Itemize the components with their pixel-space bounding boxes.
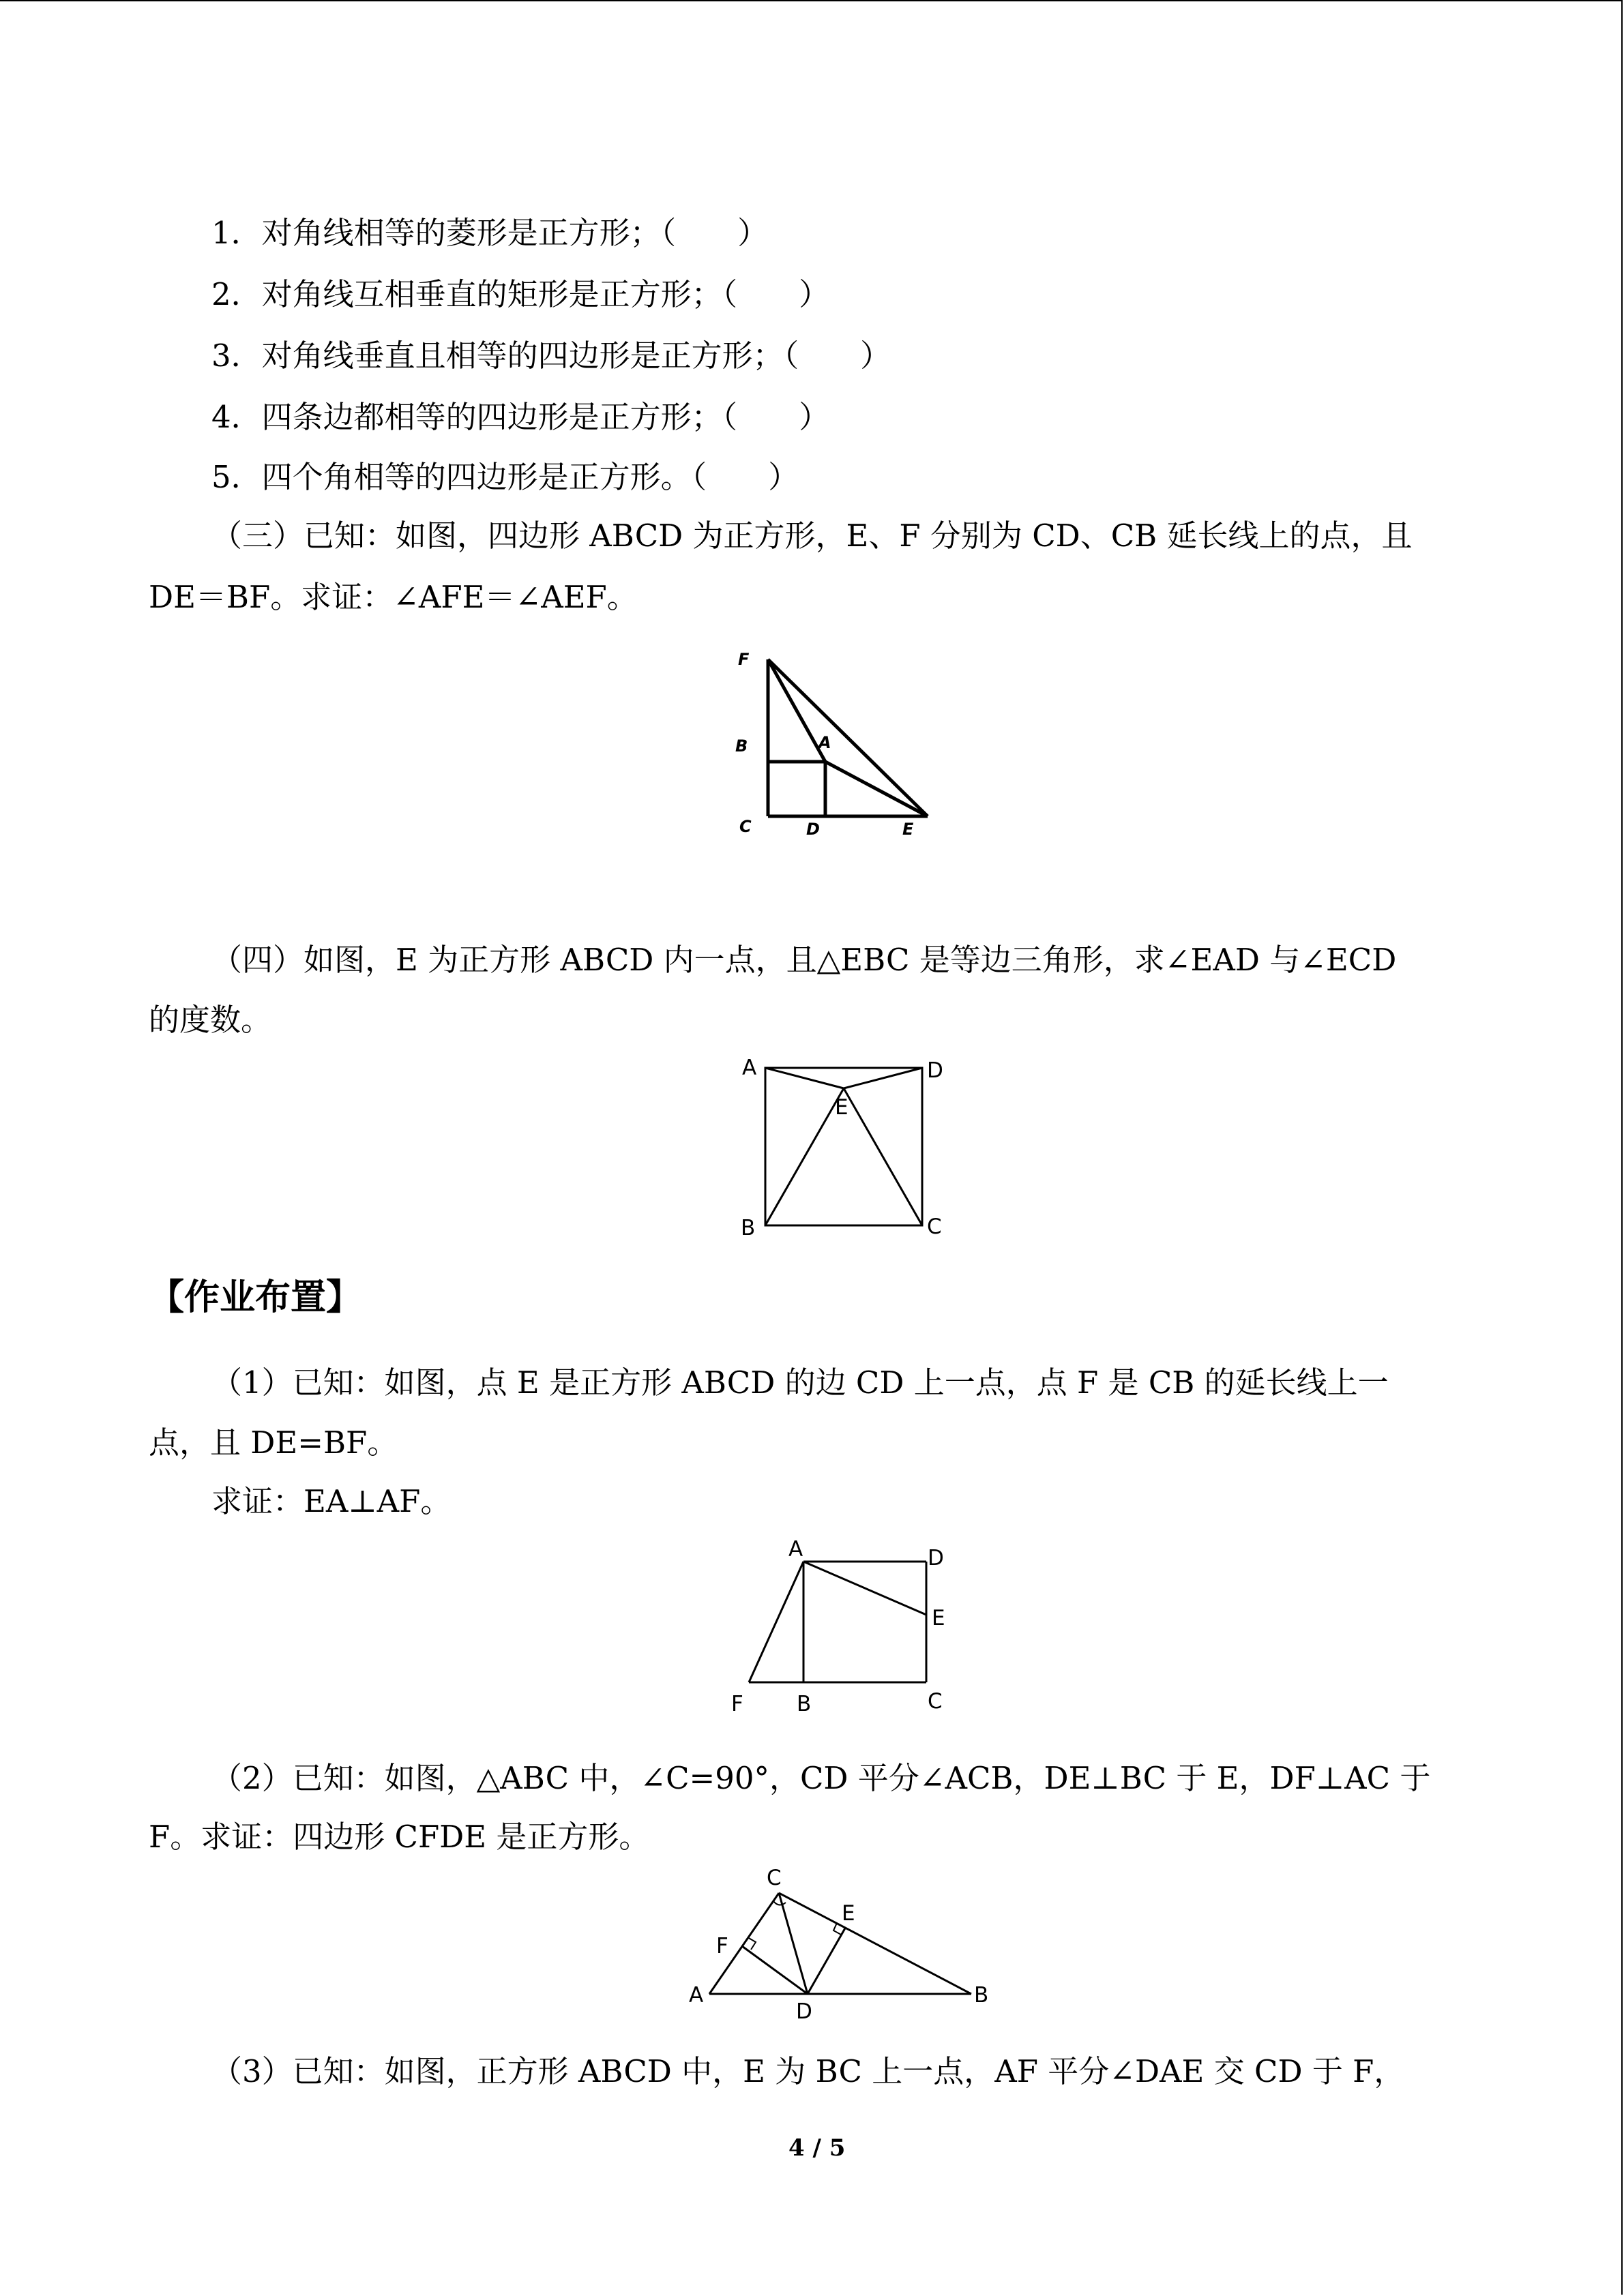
line-af: [749, 1562, 803, 1682]
label-F: F: [716, 1934, 728, 1958]
label-C: C: [927, 1214, 942, 1239]
line-ae: [803, 1562, 926, 1615]
homework-heading: 【作业布置】: [149, 1277, 362, 1318]
problem3-text-line2: DE＝BF。求证：∠AFE＝∠AEF。: [149, 579, 638, 615]
problem4-text-line1: （四）如图，E 为正方形 ABCD 内一点，且△EBC 是等边三角形，求∠EAD 与∠ECD: [211, 942, 1397, 978]
statement-1: 1．对角线相等的菱形是正方形；（ ）: [211, 215, 769, 251]
hw1-text-line3: 求证：EA⊥AF。: [211, 1483, 452, 1519]
angle-mark-c: [773, 1901, 786, 1905]
hw2-text-line2: F。求证：四边形 CFDE 是正方形。: [149, 1819, 650, 1855]
line-de: [844, 1068, 922, 1088]
label-B: B: [797, 1692, 812, 1716]
line-cd: [779, 1893, 808, 1994]
label-D: D: [928, 1546, 944, 1570]
label-E: E: [842, 1901, 855, 1926]
hw2-text-line1: （2）已知：如图，△ABC 中，∠C=90°，CD 平分∠ACB，DE⊥BC 于 E，DF⊥AC 于: [211, 1760, 1431, 1796]
problem4-figure: [737, 1050, 962, 1248]
label-E: E: [902, 820, 914, 839]
statement-3: 3．对角线垂直且相等的四边形是正方形；（ ）: [211, 338, 891, 374]
statement-4: 4．四条边都相等的四边形是正方形；（ ）: [211, 399, 830, 435]
hw2-figure: [682, 1860, 1009, 2024]
label-D: D: [796, 1999, 812, 2024]
line-cb: [779, 1893, 971, 1994]
label-F: F: [731, 1692, 743, 1716]
line-df: [742, 1946, 808, 1994]
problem4-text-line2: 的度数。: [149, 1002, 272, 1038]
square-abcd: [765, 1068, 922, 1225]
right-angle-f: [748, 1937, 756, 1950]
label-A: A: [788, 1537, 803, 1562]
problem3-figure: [730, 644, 948, 842]
line-be: [765, 1088, 844, 1225]
label-E: E: [835, 1095, 848, 1120]
label-C: C: [928, 1689, 943, 1714]
line-fe: [768, 659, 928, 816]
hw1-text-line2: 点，且 DE=BF。: [149, 1425, 398, 1461]
problem3-text-line1: （三）已知：如图，四边形 ABCD 为正方形，E、F 分别为 CD、CB 延长线上的点，且: [211, 518, 1413, 554]
label-A: A: [818, 733, 831, 752]
statement-2: 2．对角线互相垂直的矩形是正方形；（ ）: [211, 276, 830, 312]
label-B: B: [735, 736, 748, 756]
label-B: B: [741, 1216, 756, 1240]
hw1-text-line1: （1）已知：如图，点 E 是正方形 ABCD 的边 CD 上一点，点 F 是 CB 的延长线上一: [211, 1365, 1389, 1401]
label-B: B: [974, 1983, 989, 2008]
line-ae: [765, 1068, 844, 1088]
line-ae: [825, 762, 928, 816]
hw3-text-line1: （3）已知：如图，正方形 ABCD 中，E 为 BC 上一点，AF 平分∠DAE 交 CD 于 F，: [211, 2053, 1405, 2089]
hw1-figure: [730, 1531, 962, 1722]
label-D: D: [927, 1058, 943, 1083]
line-ce: [844, 1088, 922, 1225]
label-F: F: [738, 650, 750, 669]
line-de: [808, 1927, 846, 1994]
page-number: 4 / 5: [788, 2134, 846, 2162]
statement-5: 5．四个角相等的四边形是正方形。（ ）: [211, 459, 799, 495]
label-E: E: [932, 1606, 945, 1630]
label-C: C: [739, 817, 752, 836]
label-A: A: [742, 1056, 757, 1080]
label-C: C: [767, 1866, 782, 1890]
label-A: A: [689, 1983, 704, 2008]
line-fa: [768, 659, 825, 762]
label-D: D: [806, 820, 820, 839]
